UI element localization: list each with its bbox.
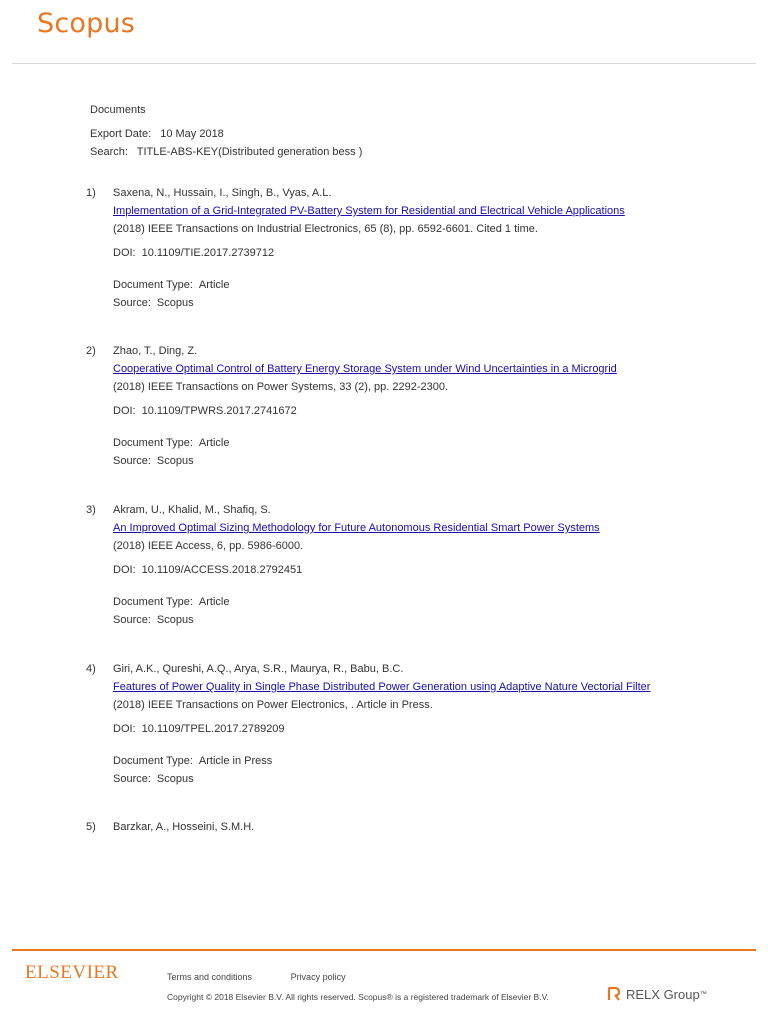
record-1 <box>86 184 730 312</box>
export-meta <box>90 101 362 161</box>
record-citation: (2018) IEEE Transactions on Industrial Electronics, 65 (8), pp. 6592-6601. Cited 1 time. <box>113 223 538 235</box>
doi-value: 10.1109/TPEL.2017.2789209 <box>141 723 285 735</box>
record-5 <box>86 818 730 836</box>
doi-label: DOI: <box>113 564 136 576</box>
record-title-link[interactable]: Implementation of a Grid-Integrated PV-Battery System for Residential and Electrical Vehicle Applications <box>113 205 625 217</box>
doc-type-value: Article <box>198 279 230 291</box>
doi-value: 10.1109/TPWRS.2017.2741672 <box>141 405 297 417</box>
record-doc-type <box>113 434 730 452</box>
record-citation: (2018) IEEE Access, 6, pp. 5986-6000. <box>113 540 304 552</box>
relx-tm: ™ <box>699 990 707 998</box>
privacy-link[interactable]: Privacy policy <box>290 972 346 982</box>
record-authors: Akram, U., Khalid, M., Shafiq, S. <box>113 504 271 516</box>
record-title-link[interactable]: Cooperative Optimal Control of Battery Energy Storage System under Wind Uncertainties in a Microgrid <box>113 363 617 375</box>
search-row <box>90 143 362 161</box>
record-doi <box>113 561 730 579</box>
record-title-link[interactable]: An Improved Optimal Sizing Methodology for Future Autonomous Residential Smart Power Systems <box>113 522 600 534</box>
record-source <box>113 452 730 470</box>
source-label: Source: <box>113 455 151 467</box>
doc-type-label: Document Type: <box>113 755 193 767</box>
record-number: 3) <box>86 504 96 516</box>
export-date-row <box>90 125 362 143</box>
doc-type-value: Article in Press <box>198 755 273 767</box>
doi-value: 10.1109/ACCESS.2018.2792451 <box>141 564 303 576</box>
record-source <box>113 770 730 788</box>
doc-type-label: Document Type: <box>113 279 193 291</box>
doi-label: DOI: <box>113 247 136 259</box>
search-label: Search: <box>90 146 128 158</box>
record-title-link[interactable]: Features of Power Quality in Single Phase Distributed Power Generation using Adaptive Nature Vectorial Filter <box>113 681 651 693</box>
record-2 <box>86 342 730 470</box>
doi-label: DOI: <box>113 405 136 417</box>
record-authors: Barzkar, A., Hosseini, S.M.H. <box>113 821 255 833</box>
record-authors: Zhao, T., Ding, Z. <box>113 345 198 357</box>
source-value: Scopus <box>156 455 194 467</box>
record-4 <box>86 660 730 788</box>
record-doc-type <box>113 593 730 611</box>
record-source <box>113 294 730 312</box>
source-label: Source: <box>113 297 151 309</box>
record-number: 5) <box>86 821 96 833</box>
relx-logo[interactable] <box>606 986 707 1002</box>
relx-r-icon <box>606 986 622 1002</box>
export-date-value: 10 May 2018 <box>160 128 224 140</box>
doc-type-value: Article <box>198 596 230 608</box>
record-number: 2) <box>86 345 96 357</box>
record-doi <box>113 244 730 262</box>
footer-divider <box>12 949 756 951</box>
source-value: Scopus <box>156 614 194 626</box>
doi-value: 10.1109/TIE.2017.2739712 <box>141 247 275 259</box>
header-divider <box>12 63 756 64</box>
source-label: Source: <box>113 614 151 626</box>
record-source <box>113 611 730 629</box>
scopus-logo[interactable]: Scopus <box>37 8 136 39</box>
source-value: Scopus <box>156 773 194 785</box>
record-number: 1) <box>86 187 96 199</box>
doi-label: DOI: <box>113 723 136 735</box>
record-number: 4) <box>86 663 96 675</box>
footer-links <box>167 972 382 982</box>
record-doi <box>113 720 730 738</box>
record-doi <box>113 402 730 420</box>
record-citation: (2018) IEEE Transactions on Power Systems, 33 (2), pp. 2292-2300. <box>113 381 449 393</box>
record-doc-type <box>113 276 730 294</box>
terms-link[interactable]: Terms and conditions <box>167 972 253 982</box>
search-query: TITLE-ABS-KEY(Distributed generation bess ) <box>136 146 363 158</box>
source-value: Scopus <box>156 297 194 309</box>
documents-heading: Documents <box>90 104 146 116</box>
export-date-label: Export Date: <box>90 128 152 140</box>
relx-text: RELX Group <box>626 986 700 1002</box>
record-list <box>86 184 730 836</box>
doc-type-label: Document Type: <box>113 596 193 608</box>
doc-type-label: Document Type: <box>113 437 193 449</box>
doc-type-value: Article <box>198 437 230 449</box>
copyright-text: Copyright © 2018 Elsevier B.V. All rights reserved. Scopus® is a registered trademark of Elsevier B.V. <box>167 992 549 1002</box>
record-authors: Giri, A.K., Qureshi, A.Q., Arya, S.R., Maurya, R., Babu, B.C. <box>113 663 404 675</box>
record-authors: Saxena, N., Hussain, I., Singh, B., Vyas, A.L. <box>113 187 332 199</box>
record-doc-type <box>113 752 730 770</box>
record-3 <box>86 501 730 629</box>
record-citation: (2018) IEEE Transactions on Power Electronics, . Article in Press. <box>113 699 433 711</box>
source-label: Source: <box>113 773 151 785</box>
elsevier-logo[interactable]: ELSEVIER <box>25 962 119 983</box>
